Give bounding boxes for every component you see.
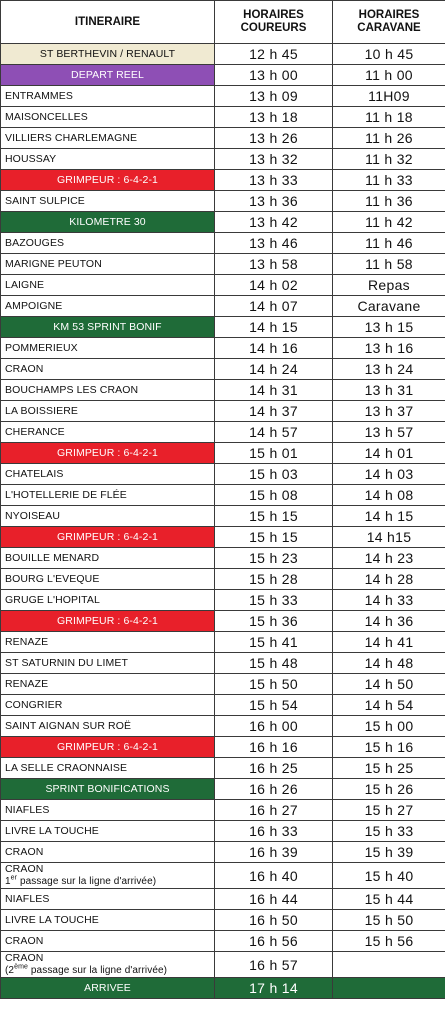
coureurs-time: 16 h 56 [215, 931, 333, 952]
note-prefix: 1 [5, 876, 11, 887]
coureurs-time: 15 h 15 [215, 527, 333, 548]
schedule-row [1, 443, 445, 464]
itinerary-cell: LA BOISSIERE [1, 401, 215, 422]
schedule-row [1, 978, 445, 999]
caravane-time: 14 h15 [333, 527, 445, 548]
schedule-row [1, 296, 445, 317]
note-prefix: (2 [5, 965, 15, 976]
note-superscript: er [10, 874, 18, 882]
schedule-row [1, 758, 445, 779]
itinerary-cell: NYOISEAU [1, 506, 215, 527]
itinerary-cell: GRIMPEUR : 6-4-2-1 [1, 170, 215, 191]
coureurs-time: 16 h 33 [215, 821, 333, 842]
itinerary-cell: CRAON [1, 931, 215, 952]
caravane-time: 13 h 57 [333, 422, 445, 443]
coureurs-time: 14 h 31 [215, 380, 333, 401]
schedule-row [1, 527, 445, 548]
itinerary-cell: BOURG L'EVEQUE [1, 569, 215, 590]
itinerary-cell: GRIMPEUR : 6-4-2-1 [1, 527, 215, 548]
caravane-time: 11 h 36 [333, 191, 445, 212]
coureurs-time: 14 h 57 [215, 422, 333, 443]
caravane-time: 14 h 50 [333, 674, 445, 695]
itinerary-cell [1, 952, 215, 978]
caravane-time: 15 h 25 [333, 758, 445, 779]
itinerary-cell: GRIMPEUR : 6-4-2-1 [1, 443, 215, 464]
coureurs-time: 16 h 25 [215, 758, 333, 779]
caravane-time: 14 h 03 [333, 464, 445, 485]
coureurs-time: 13 h 26 [215, 128, 333, 149]
itinerary-name: CRAON [5, 952, 44, 964]
coureurs-time: 15 h 23 [215, 548, 333, 569]
itinerary-cell: ARRIVEE [1, 978, 215, 999]
note-text: passage sur la ligne d'arrivée) [17, 876, 157, 887]
itinerary-cell: CHERANCE [1, 422, 215, 443]
itinerary-cell: CHATELAIS [1, 464, 215, 485]
schedule-row [1, 191, 445, 212]
itinerary-cell: POMMERIEUX [1, 338, 215, 359]
header-coureurs-line1: HORAIRES [243, 9, 304, 21]
caravane-time: 11 h 42 [333, 212, 445, 233]
schedule-row [1, 170, 445, 191]
caravane-time: 11 h 00 [333, 65, 445, 86]
caravane-time: 15 h 39 [333, 842, 445, 863]
coureurs-time: 14 h 24 [215, 359, 333, 380]
schedule-row [1, 380, 445, 401]
itinerary-cell [1, 863, 215, 889]
caravane-time: 11 h 33 [333, 170, 445, 191]
itinerary-cell: CONGRIER [1, 695, 215, 716]
caravane-time: 15 h 56 [333, 931, 445, 952]
schedule-row [1, 611, 445, 632]
caravane-time: 11 h 18 [333, 107, 445, 128]
schedule-row [1, 674, 445, 695]
itinerary-cell: KM 53 SPRINT BONIF [1, 317, 215, 338]
coureurs-time: 14 h 16 [215, 338, 333, 359]
coureurs-time: 15 h 08 [215, 485, 333, 506]
coureurs-time: 14 h 37 [215, 401, 333, 422]
coureurs-time: 15 h 01 [215, 443, 333, 464]
caravane-time: 14 h 54 [333, 695, 445, 716]
coureurs-time: 16 h 39 [215, 842, 333, 863]
header-coureurs [215, 1, 333, 44]
caravane-time: 14 h 15 [333, 506, 445, 527]
itinerary-cell: DEPART REEL [1, 65, 215, 86]
header-row [1, 1, 445, 44]
coureurs-time: 15 h 54 [215, 695, 333, 716]
coureurs-time: 13 h 46 [215, 233, 333, 254]
coureurs-time: 15 h 50 [215, 674, 333, 695]
caravane-time: 15 h 27 [333, 800, 445, 821]
schedule-row [1, 233, 445, 254]
caravane-time: 11 h 26 [333, 128, 445, 149]
coureurs-time: 17 h 14 [215, 978, 333, 999]
schedule-row [1, 716, 445, 737]
schedule-row [1, 422, 445, 443]
schedule-row [1, 401, 445, 422]
itinerary-cell: SAINT AIGNAN SUR ROË [1, 716, 215, 737]
itinerary-cell: BAZOUGES [1, 233, 215, 254]
schedule-row [1, 569, 445, 590]
itinerary-cell: VILLIERS CHARLEMAGNE [1, 128, 215, 149]
schedule-row [1, 65, 445, 86]
schedule-row [1, 910, 445, 931]
schedule-row [1, 821, 445, 842]
schedule-row [1, 863, 445, 889]
coureurs-time: 12 h 45 [215, 44, 333, 65]
coureurs-time: 15 h 03 [215, 464, 333, 485]
schedule-row [1, 254, 445, 275]
schedule-header [1, 1, 445, 44]
caravane-time: 14 h 01 [333, 443, 445, 464]
itinerary-cell: L'HOTELLERIE DE FLÉE [1, 485, 215, 506]
schedule-row [1, 590, 445, 611]
itinerary-cell: MARIGNE PEUTON [1, 254, 215, 275]
schedule-row [1, 212, 445, 233]
coureurs-time: 16 h 27 [215, 800, 333, 821]
header-caravane-line2: CARAVANE [357, 22, 421, 34]
coureurs-time: 15 h 36 [215, 611, 333, 632]
coureurs-time: 14 h 15 [215, 317, 333, 338]
schedule-row [1, 359, 445, 380]
coureurs-time: 16 h 00 [215, 716, 333, 737]
schedule-row [1, 464, 445, 485]
coureurs-time: 16 h 16 [215, 737, 333, 758]
header-itineraire: ITINERAIRE [1, 1, 215, 44]
itinerary-cell: LA SELLE CRAONNAISE [1, 758, 215, 779]
caravane-time: 13 h 37 [333, 401, 445, 422]
schedule-row [1, 779, 445, 800]
coureurs-time: 13 h 32 [215, 149, 333, 170]
coureurs-time: 16 h 26 [215, 779, 333, 800]
caravane-time: 14 h 23 [333, 548, 445, 569]
coureurs-time: 15 h 33 [215, 590, 333, 611]
caravane-time: 15 h 16 [333, 737, 445, 758]
caravane-time: 14 h 36 [333, 611, 445, 632]
itinerary-note [5, 965, 210, 977]
schedule-row [1, 931, 445, 952]
note-text: passage sur la ligne d'arrivée) [28, 965, 168, 976]
header-coureurs-line2: COUREURS [240, 22, 307, 34]
itinerary-note [5, 876, 210, 888]
itinerary-cell: GRIMPEUR : 6-4-2-1 [1, 737, 215, 758]
itinerary-cell: KILOMETRE 30 [1, 212, 215, 233]
coureurs-time: 14 h 02 [215, 275, 333, 296]
itinerary-cell: BOUCHAMPS LES CRAON [1, 380, 215, 401]
itinerary-cell: ST BERTHEVIN / RENAULT [1, 44, 215, 65]
header-caravane [333, 1, 445, 44]
coureurs-time: 16 h 40 [215, 863, 333, 889]
itinerary-cell: BOUILLE MENARD [1, 548, 215, 569]
caravane-time: 10 h 45 [333, 44, 445, 65]
itinerary-cell: RENAZE [1, 632, 215, 653]
itinerary-cell: LIVRE LA TOUCHE [1, 910, 215, 931]
schedule-row [1, 548, 445, 569]
itinerary-cell: MAISONCELLES [1, 107, 215, 128]
coureurs-time: 15 h 48 [215, 653, 333, 674]
header-caravane-line1: HORAIRES [358, 9, 420, 21]
itinerary-cell: SPRINT BONIFICATIONS [1, 779, 215, 800]
itinerary-cell: GRUGE L'HOPITAL [1, 590, 215, 611]
caravane-time: 15 h 33 [333, 821, 445, 842]
itinerary-cell: LIVRE LA TOUCHE [1, 821, 215, 842]
itinerary-name: CRAON [5, 863, 44, 875]
caravane-time: Caravane [333, 296, 445, 317]
itinerary-cell: SAINT SULPICE [1, 191, 215, 212]
coureurs-time: 15 h 41 [215, 632, 333, 653]
schedule-row [1, 485, 445, 506]
schedule-row [1, 128, 445, 149]
itinerary-cell: NIAFLES [1, 889, 215, 910]
coureurs-time: 16 h 57 [215, 952, 333, 978]
schedule-row [1, 695, 445, 716]
caravane-time: 14 h 08 [333, 485, 445, 506]
schedule-row [1, 338, 445, 359]
caravane-time: 11 h 32 [333, 149, 445, 170]
coureurs-time: 13 h 09 [215, 86, 333, 107]
coureurs-time: 13 h 18 [215, 107, 333, 128]
caravane-time: Repas [333, 275, 445, 296]
itinerary-cell: HOUSSAY [1, 149, 215, 170]
schedule-row [1, 653, 445, 674]
schedule-row [1, 44, 445, 65]
schedule-row [1, 737, 445, 758]
coureurs-time: 15 h 28 [215, 569, 333, 590]
coureurs-time: 13 h 58 [215, 254, 333, 275]
coureurs-time: 16 h 44 [215, 889, 333, 910]
caravane-time: 15 h 26 [333, 779, 445, 800]
caravane-time: 14 h 48 [333, 653, 445, 674]
itinerary-cell: LAIGNE [1, 275, 215, 296]
caravane-time: 13 h 15 [333, 317, 445, 338]
caravane-time: 11 h 46 [333, 233, 445, 254]
coureurs-time: 13 h 36 [215, 191, 333, 212]
schedule-row [1, 317, 445, 338]
schedule-row [1, 889, 445, 910]
schedule-row [1, 86, 445, 107]
caravane-time: 15 h 40 [333, 863, 445, 889]
itinerary-cell: ENTRAMMES [1, 86, 215, 107]
coureurs-time: 16 h 50 [215, 910, 333, 931]
schedule-row [1, 632, 445, 653]
caravane-time [333, 978, 445, 999]
schedule-row [1, 842, 445, 863]
itinerary-cell: NIAFLES [1, 800, 215, 821]
coureurs-time: 13 h 00 [215, 65, 333, 86]
coureurs-time: 15 h 15 [215, 506, 333, 527]
caravane-time [333, 952, 445, 978]
coureurs-time: 13 h 42 [215, 212, 333, 233]
itinerary-cell: GRIMPEUR : 6-4-2-1 [1, 611, 215, 632]
caravane-time: 15 h 44 [333, 889, 445, 910]
coureurs-time: 13 h 33 [215, 170, 333, 191]
schedule-row [1, 275, 445, 296]
schedule-body [1, 44, 445, 999]
itinerary-cell: CRAON [1, 842, 215, 863]
caravane-time: 13 h 16 [333, 338, 445, 359]
caravane-time: 15 h 50 [333, 910, 445, 931]
caravane-time: 13 h 31 [333, 380, 445, 401]
note-superscript: ème [14, 963, 29, 971]
schedule-row [1, 506, 445, 527]
coureurs-time: 14 h 07 [215, 296, 333, 317]
caravane-time: 14 h 41 [333, 632, 445, 653]
itinerary-cell: RENAZE [1, 674, 215, 695]
caravane-time: 15 h 00 [333, 716, 445, 737]
caravane-time: 14 h 28 [333, 569, 445, 590]
caravane-time: 13 h 24 [333, 359, 445, 380]
itinerary-cell: CRAON [1, 359, 215, 380]
caravane-time: 11 h 58 [333, 254, 445, 275]
schedule-row [1, 149, 445, 170]
caravane-time: 11H09 [333, 86, 445, 107]
schedule-row [1, 107, 445, 128]
schedule-row [1, 952, 445, 978]
schedule-row [1, 800, 445, 821]
itinerary-cell: AMPOIGNE [1, 296, 215, 317]
itinerary-cell: ST SATURNIN DU LIMET [1, 653, 215, 674]
caravane-time: 14 h 33 [333, 590, 445, 611]
